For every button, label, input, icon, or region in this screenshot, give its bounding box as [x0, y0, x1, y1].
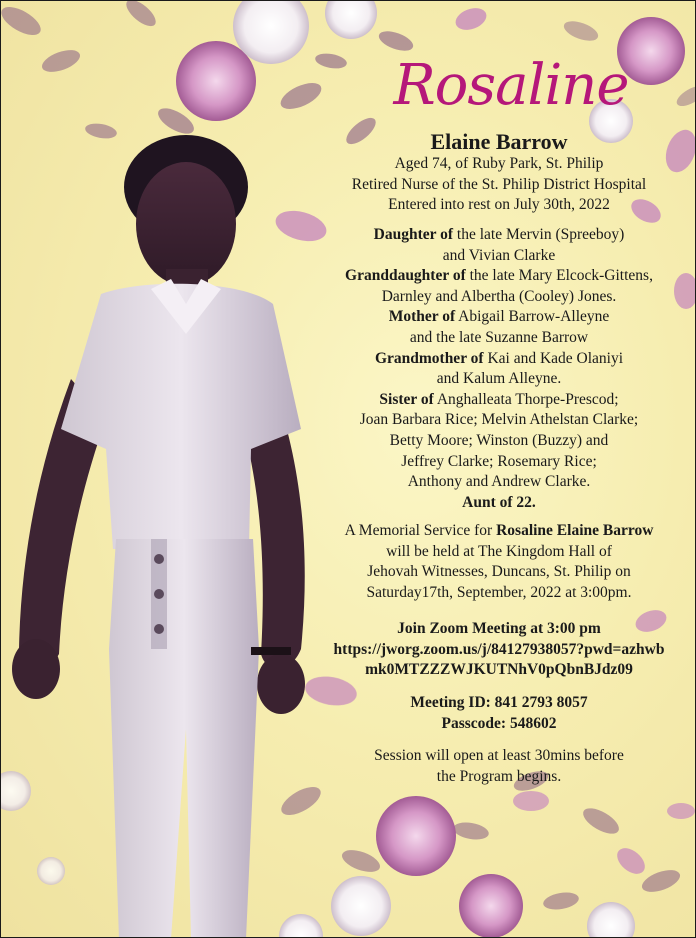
family-block: [301, 225, 696, 513]
zoom-link-line-2[interactable]: mk0MTZZZWJKUTNhV0pQbnBJdz09: [365, 661, 633, 679]
grandmother-line-1: Grandmother of Kai and Kade Olaniyi: [374, 349, 624, 367]
zoom-link-line-1[interactable]: https://jworg.zoom.us/j/84127938057?pwd=azhwb: [333, 640, 665, 658]
granddaughter-line-1: Granddaughter of the late Mary Elcock-Gittens,: [345, 267, 653, 285]
zoom-block: [301, 619, 696, 681]
service-block: [301, 521, 696, 603]
sister-line-3: Betty Moore; Winston (Buzzy) and: [389, 431, 609, 449]
name-first: Rosaline: [393, 53, 629, 118]
meeting-passcode: Passcode: 548602: [441, 714, 557, 732]
intro-block: [301, 154, 696, 216]
daughter-line-2: and Vivian Clarke: [442, 246, 556, 264]
service-line-4: Saturday17th, September, 2022 at 3:00pm.: [366, 583, 632, 601]
aunt-line: Aunt of 22.: [462, 493, 536, 511]
grandmother-line-2: and Kalum Alleyne.: [436, 370, 562, 388]
sister-line-4: Jeffrey Clarke; Rosemary Rice;: [401, 452, 597, 470]
rose-flower-top: [176, 41, 256, 121]
service-line-1: A Memorial Service for Rosaline Elaine Barrow: [344, 522, 654, 539]
rose-flower-bottom: [376, 796, 456, 876]
sister-line-2: Joan Barbara Rice; Melvin Athelstan Clarke;: [359, 411, 639, 429]
meeting-id: Meeting ID: 841 2793 8057: [410, 694, 588, 711]
intro-date-line: Entered into rest on July 30th, 2022: [388, 196, 610, 213]
service-line-2: will be held at The Kingdom Hall of: [386, 542, 612, 560]
zoom-heading: Join Zoom Meeting at 3:00 pm: [397, 620, 601, 637]
session-line-2: the Program begins.: [436, 767, 562, 785]
mother-line-2: and the late Suzanne Barrow: [409, 328, 589, 346]
portrait-photo: [1, 129, 331, 938]
daughter-line-1: Daughter of the late Mervin (Spreeboy): [373, 226, 625, 243]
granddaughter-line-2: Darnley and Albertha (Cooley) Jones.: [381, 287, 617, 305]
session-block: [301, 746, 696, 787]
intro-occupation-line: Retired Nurse of the St. Philip District Hospital: [351, 175, 647, 193]
sister-line-1: Sister of Anghalleata Thorpe-Prescod;: [379, 390, 619, 408]
meeting-block: [301, 693, 696, 734]
mother-line-1: Mother of Abigail Barrow-Alleyne: [388, 308, 610, 326]
intro-age-line: Aged 74, of Ruby Park, St. Philip: [394, 155, 604, 172]
service-line-3: Jehovah Witnesses, Duncans, St. Philip on: [367, 563, 631, 581]
session-line-1: Session will open at least 30mins before: [374, 747, 624, 764]
sister-line-5: Anthony and Andrew Clarke.: [407, 473, 591, 491]
name-rest: Elaine Barrow: [430, 129, 568, 154]
